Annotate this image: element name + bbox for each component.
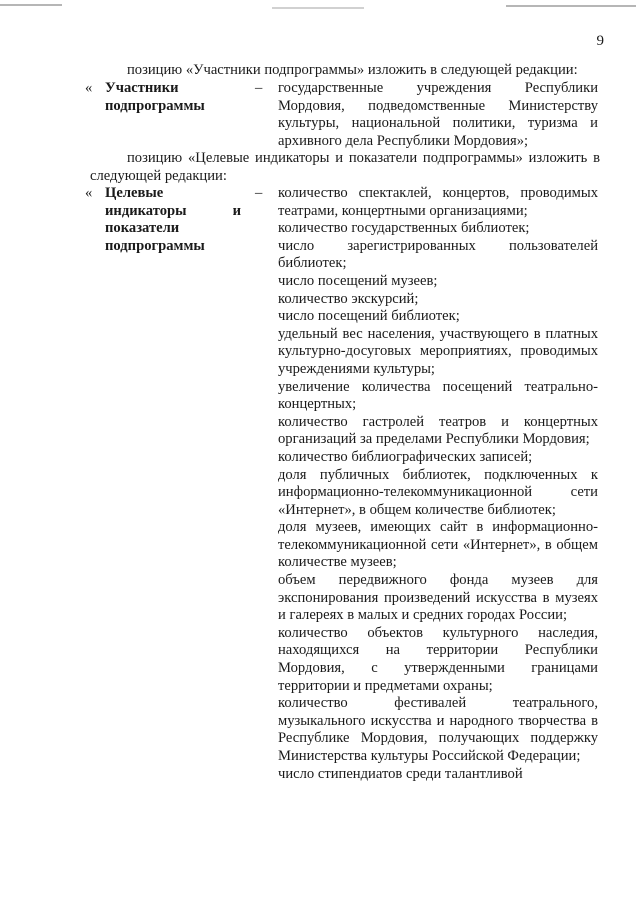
indicator-item: количество государственных библиотек; [278, 220, 530, 237]
indicators-list [278, 185, 598, 783]
dash-separator: – [255, 185, 263, 201]
intro-paragraph-indicators: позицию «Целевые индикаторы и показатели подпрограммы» изложить в следующей редакции: [90, 150, 600, 184]
indicator-item: количество фестивалей театрального, музыкального искусства и народного творчества в Республике Мордовия, получающих поддержку Министерства культуры Российской Федерации; [278, 695, 598, 764]
indicator-item: количество экскурсий; [278, 290, 419, 307]
indicator-item: число зарегистрированных пользователей библиотек; [278, 237, 598, 272]
indicator-item: объем передвижного фонда музеев для экспонирования произведений искусства в музеях и галереях в малых и средних городах России; [278, 572, 598, 624]
indicator-item: количество гастролей театров и концертных организаций за пределами Республики Мордовия; [278, 413, 598, 448]
indicator-item: доля публичных библиотек, подключенных к информационно-телекоммуникационной сети «Интернет», в общем количестве библиотек; [278, 466, 598, 518]
opening-quote: « [85, 80, 93, 96]
indicator-item: увеличение количества посещений театрально-концертных; [278, 378, 598, 413]
page-number: 9 [596, 33, 604, 49]
indicator-item: удельный вес населения, участвующего в платных культурно-досуговых мероприятиях, проводимых учреждениями культуры; [278, 325, 598, 377]
indicator-item: доля музеев, имеющих сайт в информационно-телекоммуникационной сети «Интернет», в общем количестве музеев; [278, 519, 598, 571]
participants-label: Участники подпрограммы [105, 80, 205, 114]
dash-separator: – [255, 80, 263, 96]
participants-value: государственные учреждения Республики Мордовия, подведомственные Министерству культуры, национальной политики, туризма и архивного дела Республики Мордовия»; [278, 80, 598, 149]
indicator-item: число стипендиатов среди талантливой [278, 765, 523, 782]
indicator-item: число посещений библиотек; [278, 308, 460, 325]
indicator-item: количество спектаклей, концертов, проводимых театрами, концертными организациями; [278, 185, 598, 219]
indicator-item: число посещений музеев; [278, 272, 438, 289]
scan-artifact [0, 4, 62, 6]
indicator-item: количество библиографических записей; [278, 448, 533, 465]
scan-artifact [272, 7, 364, 9]
intro-paragraph-participants: позицию «Участники подпрограммы» изложить в следующей редакции: [127, 62, 578, 78]
indicator-item: количество объектов культурного наследия, находящихся на территории Республики Мордовия, с утвержденными границами территории и предметами охраны; [278, 624, 598, 694]
indicators-label: Целевые индикаторы и показатели подпрограммы [105, 185, 241, 254]
opening-quote: « [85, 185, 93, 201]
scan-artifact [506, 5, 636, 7]
